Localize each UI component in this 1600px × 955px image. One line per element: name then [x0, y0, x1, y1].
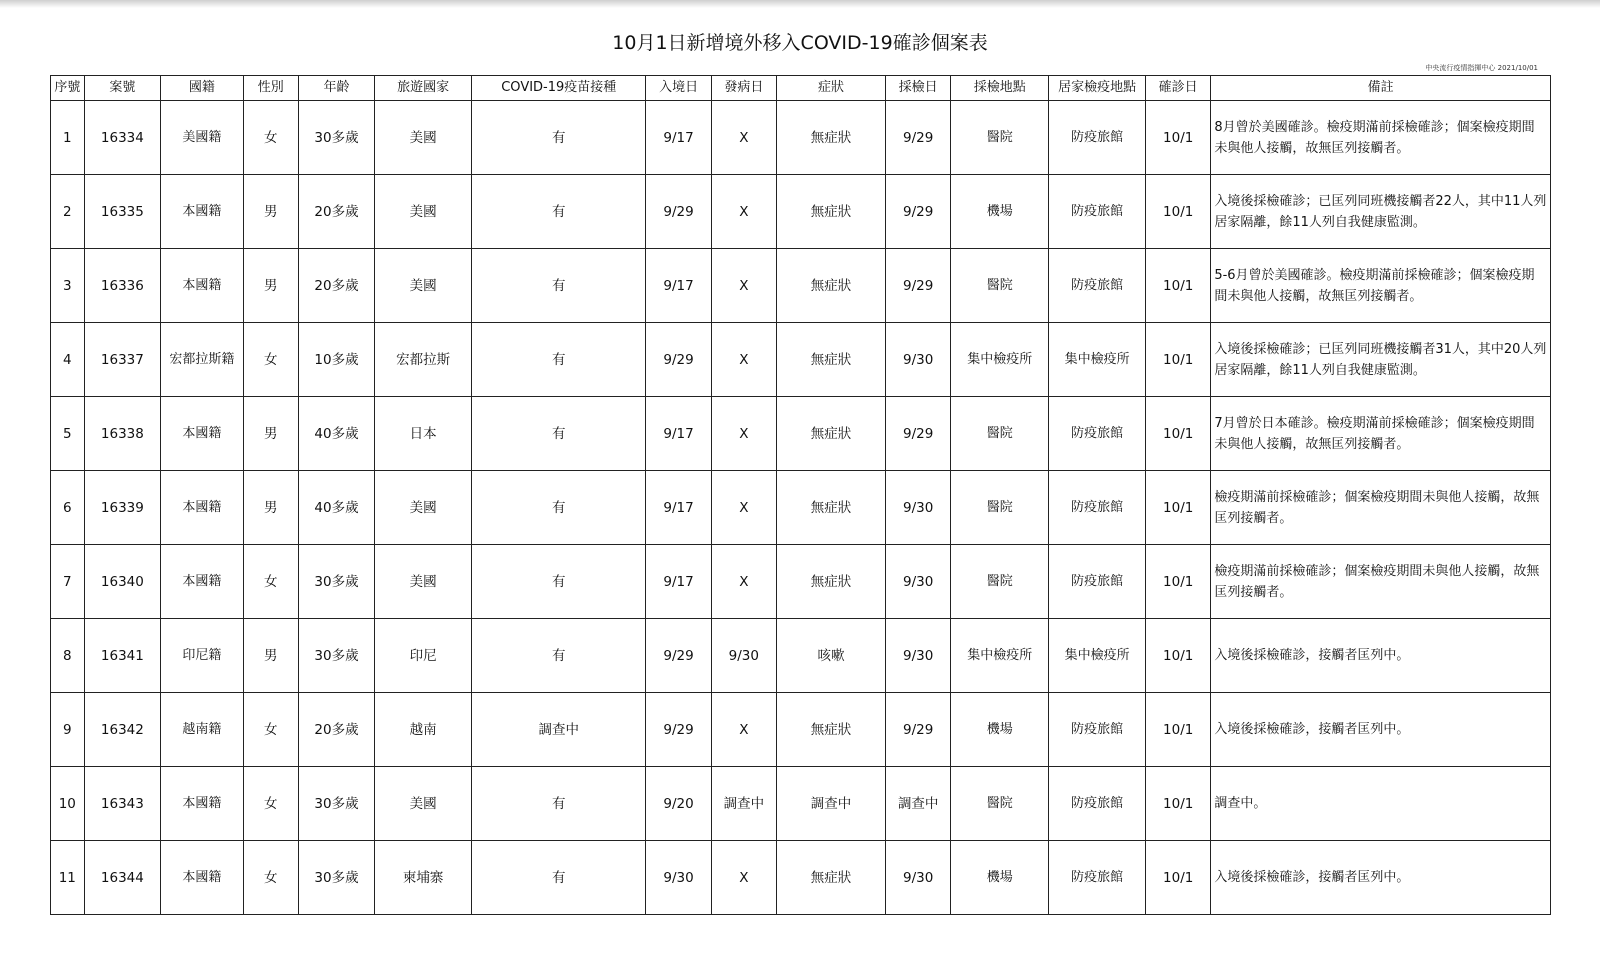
table-row — [51, 619, 1551, 693]
sex-cell: 女 — [243, 767, 298, 841]
quarantine-site-cell: 集中檢疫所 — [1049, 619, 1146, 693]
quarantine-site-cell: 防疫旅館 — [1049, 693, 1146, 767]
symptom-cell: 無症狀 — [776, 175, 885, 249]
entry-date-cell: 9/17 — [646, 471, 711, 545]
symptom-cell: 無症狀 — [776, 323, 885, 397]
age-cell: 40多歲 — [298, 471, 374, 545]
header-cell: 發病日 — [711, 76, 776, 101]
table-row — [51, 175, 1551, 249]
table-row — [51, 545, 1551, 619]
header-cell: 國籍 — [161, 76, 244, 101]
travel-country-cell: 美國 — [375, 249, 472, 323]
test-site-cell: 機場 — [951, 693, 1049, 767]
case-number-cell: 16343 — [84, 767, 160, 841]
nationality-cell: 本國籍 — [161, 471, 244, 545]
entry-date-cell: 9/17 — [646, 397, 711, 471]
sex-cell: 男 — [243, 175, 298, 249]
nationality-cell: 宏都拉斯籍 — [161, 323, 244, 397]
onset-date-cell: X — [711, 101, 776, 175]
test-date-cell: 9/30 — [886, 471, 951, 545]
header-cell: COVID-19疫苗接種 — [472, 76, 646, 101]
test-site-cell: 機場 — [951, 841, 1049, 915]
serial-cell: 10 — [51, 767, 85, 841]
onset-date-cell: X — [711, 249, 776, 323]
confirm-date-cell: 10/1 — [1146, 693, 1211, 767]
quarantine-site-cell: 防疫旅館 — [1049, 767, 1146, 841]
test-date-cell: 調查中 — [886, 767, 951, 841]
symptom-cell: 調查中 — [776, 767, 885, 841]
case-number-cell: 16341 — [84, 619, 160, 693]
onset-date-cell: X — [711, 175, 776, 249]
sex-cell: 女 — [243, 101, 298, 175]
sex-cell: 女 — [243, 323, 298, 397]
serial-cell: 9 — [51, 693, 85, 767]
nationality-cell: 本國籍 — [161, 545, 244, 619]
entry-date-cell: 9/29 — [646, 619, 711, 693]
entry-date-cell: 9/29 — [646, 693, 711, 767]
table-row — [51, 323, 1551, 397]
age-cell: 30多歲 — [298, 619, 374, 693]
onset-date-cell: 9/30 — [711, 619, 776, 693]
entry-date-cell: 9/20 — [646, 767, 711, 841]
quarantine-site-cell: 防疫旅館 — [1049, 841, 1146, 915]
case-number-cell: 16335 — [84, 175, 160, 249]
onset-date-cell: X — [711, 471, 776, 545]
vaccine-cell: 有 — [472, 249, 646, 323]
note-cell: 入境後採檢確診，接觸者匡列中。 — [1211, 619, 1551, 693]
quarantine-site-cell: 防疫旅館 — [1049, 249, 1146, 323]
test-site-cell: 醫院 — [951, 249, 1049, 323]
age-cell: 30多歲 — [298, 767, 374, 841]
symptom-cell: 無症狀 — [776, 397, 885, 471]
entry-date-cell: 9/29 — [646, 175, 711, 249]
entry-date-cell: 9/17 — [646, 545, 711, 619]
header-cell: 居家檢疫地點 — [1049, 76, 1146, 101]
case-number-cell: 16339 — [84, 471, 160, 545]
quarantine-site-cell: 防疫旅館 — [1049, 471, 1146, 545]
page-top-shadow — [0, 0, 1600, 8]
note-cell: 入境後採檢確診；已匡列同班機接觸者31人，其中20人列居家隔離，餘11人列自我健康監測。 — [1211, 323, 1551, 397]
serial-cell: 5 — [51, 397, 85, 471]
test-date-cell: 9/29 — [886, 249, 951, 323]
vaccine-cell: 有 — [472, 323, 646, 397]
vaccine-cell: 有 — [472, 175, 646, 249]
sex-cell: 男 — [243, 249, 298, 323]
confirm-date-cell: 10/1 — [1146, 471, 1211, 545]
page-title: 10月1日新增境外移入COVID-19確診個案表 — [612, 32, 988, 54]
header-cell: 症狀 — [776, 76, 885, 101]
case-number-cell: 16344 — [84, 841, 160, 915]
sex-cell: 女 — [243, 545, 298, 619]
table-row — [51, 841, 1551, 915]
serial-cell: 3 — [51, 249, 85, 323]
serial-cell: 1 — [51, 101, 85, 175]
vaccine-cell: 有 — [472, 101, 646, 175]
serial-cell: 4 — [51, 323, 85, 397]
travel-country-cell: 日本 — [375, 397, 472, 471]
header-cell: 確診日 — [1146, 76, 1211, 101]
confirm-date-cell: 10/1 — [1146, 619, 1211, 693]
sex-cell: 男 — [243, 471, 298, 545]
header-row — [51, 76, 1551, 101]
table-row — [51, 767, 1551, 841]
serial-cell: 2 — [51, 175, 85, 249]
nationality-cell: 本國籍 — [161, 767, 244, 841]
vaccine-cell: 有 — [472, 767, 646, 841]
case-number-cell: 16342 — [84, 693, 160, 767]
header-cell: 序號 — [51, 76, 85, 101]
header-cell: 備註 — [1211, 76, 1551, 101]
travel-country-cell: 柬埔寨 — [375, 841, 472, 915]
header-cell: 入境日 — [646, 76, 711, 101]
travel-country-cell: 美國 — [375, 767, 472, 841]
vaccine-cell: 有 — [472, 841, 646, 915]
test-date-cell: 9/29 — [886, 175, 951, 249]
nationality-cell: 越南籍 — [161, 693, 244, 767]
header-cell: 年齡 — [298, 76, 374, 101]
table-row — [51, 471, 1551, 545]
test-date-cell: 9/29 — [886, 693, 951, 767]
confirm-date-cell: 10/1 — [1146, 397, 1211, 471]
test-date-cell: 9/29 — [886, 397, 951, 471]
header-cell: 性別 — [243, 76, 298, 101]
serial-cell: 6 — [51, 471, 85, 545]
table-body — [51, 101, 1551, 915]
nationality-cell: 本國籍 — [161, 841, 244, 915]
test-date-cell: 9/30 — [886, 545, 951, 619]
nationality-cell: 本國籍 — [161, 175, 244, 249]
symptom-cell: 咳嗽 — [776, 619, 885, 693]
note-cell: 入境後採檢確診；已匡列同班機接觸者22人，其中11人列居家隔離，餘11人列自我健康監測。 — [1211, 175, 1551, 249]
test-site-cell: 集中檢疫所 — [951, 323, 1049, 397]
entry-date-cell: 9/17 — [646, 101, 711, 175]
case-number-cell: 16336 — [84, 249, 160, 323]
age-cell: 30多歲 — [298, 101, 374, 175]
serial-cell: 8 — [51, 619, 85, 693]
nationality-cell: 本國籍 — [161, 249, 244, 323]
note-cell: 入境後採檢確診，接觸者匡列中。 — [1211, 841, 1551, 915]
sex-cell: 女 — [243, 693, 298, 767]
sex-cell: 男 — [243, 619, 298, 693]
header-cell: 採檢日 — [886, 76, 951, 101]
note-cell: 檢疫期滿前採檢確診；個案檢疫期間未與他人接觸，故無匡列接觸者。 — [1211, 471, 1551, 545]
case-table — [50, 75, 1551, 915]
age-cell: 30多歲 — [298, 545, 374, 619]
case-number-cell: 16338 — [84, 397, 160, 471]
age-cell: 30多歲 — [298, 841, 374, 915]
table-row — [51, 693, 1551, 767]
header-cell: 採檢地點 — [951, 76, 1049, 101]
vaccine-cell: 有 — [472, 397, 646, 471]
source-note: 中央流行疫情指揮中心 2021/10/01 — [1425, 64, 1538, 72]
note-cell: 調查中。 — [1211, 767, 1551, 841]
table-row — [51, 101, 1551, 175]
note-cell: 入境後採檢確診，接觸者匡列中。 — [1211, 693, 1551, 767]
note-cell: 5-6月曾於美國確診。檢疫期滿前採檢確診；個案檢疫期間未與他人接觸，故無匡列接觸者。 — [1211, 249, 1551, 323]
travel-country-cell: 印尼 — [375, 619, 472, 693]
onset-date-cell: X — [711, 323, 776, 397]
test-site-cell: 集中檢疫所 — [951, 619, 1049, 693]
onset-date-cell: X — [711, 545, 776, 619]
age-cell: 20多歲 — [298, 249, 374, 323]
entry-date-cell: 9/29 — [646, 323, 711, 397]
case-number-cell: 16334 — [84, 101, 160, 175]
symptom-cell: 無症狀 — [776, 545, 885, 619]
symptom-cell: 無症狀 — [776, 249, 885, 323]
test-date-cell: 9/30 — [886, 323, 951, 397]
vaccine-cell: 有 — [472, 619, 646, 693]
note-cell: 8月曾於美國確診。檢疫期滿前採檢確診；個案檢疫期間未與他人接觸，故無匡列接觸者。 — [1211, 101, 1551, 175]
confirm-date-cell: 10/1 — [1146, 767, 1211, 841]
onset-date-cell: X — [711, 397, 776, 471]
nationality-cell: 印尼籍 — [161, 619, 244, 693]
case-number-cell: 16337 — [84, 323, 160, 397]
travel-country-cell: 宏都拉斯 — [375, 323, 472, 397]
note-cell: 檢疫期滿前採檢確診；個案檢疫期間未與他人接觸，故無匡列接觸者。 — [1211, 545, 1551, 619]
sex-cell: 女 — [243, 841, 298, 915]
table-row — [51, 397, 1551, 471]
quarantine-site-cell: 防疫旅館 — [1049, 101, 1146, 175]
test-site-cell: 醫院 — [951, 397, 1049, 471]
nationality-cell: 本國籍 — [161, 397, 244, 471]
age-cell: 10多歲 — [298, 323, 374, 397]
symptom-cell: 無症狀 — [776, 693, 885, 767]
confirm-date-cell: 10/1 — [1146, 545, 1211, 619]
confirm-date-cell: 10/1 — [1146, 175, 1211, 249]
test-site-cell: 醫院 — [951, 471, 1049, 545]
serial-cell: 11 — [51, 841, 85, 915]
onset-date-cell: X — [711, 693, 776, 767]
table-header — [51, 76, 1551, 101]
header-cell: 旅遊國家 — [375, 76, 472, 101]
quarantine-site-cell: 防疫旅館 — [1049, 545, 1146, 619]
travel-country-cell: 越南 — [375, 693, 472, 767]
quarantine-site-cell: 防疫旅館 — [1049, 397, 1146, 471]
test-date-cell: 9/30 — [886, 619, 951, 693]
symptom-cell: 無症狀 — [776, 101, 885, 175]
age-cell: 20多歲 — [298, 175, 374, 249]
table-row — [51, 249, 1551, 323]
quarantine-site-cell: 防疫旅館 — [1049, 175, 1146, 249]
travel-country-cell: 美國 — [375, 471, 472, 545]
nationality-cell: 美國籍 — [161, 101, 244, 175]
vaccine-cell: 調查中 — [472, 693, 646, 767]
sex-cell: 男 — [243, 397, 298, 471]
confirm-date-cell: 10/1 — [1146, 841, 1211, 915]
test-site-cell: 醫院 — [951, 767, 1049, 841]
onset-date-cell: X — [711, 841, 776, 915]
confirm-date-cell: 10/1 — [1146, 249, 1211, 323]
age-cell: 20多歲 — [298, 693, 374, 767]
entry-date-cell: 9/30 — [646, 841, 711, 915]
travel-country-cell: 美國 — [375, 545, 472, 619]
test-site-cell: 醫院 — [951, 101, 1049, 175]
note-cell: 7月曾於日本確診。檢疫期滿前採檢確診；個案檢疫期間未與他人接觸，故無匡列接觸者。 — [1211, 397, 1551, 471]
test-date-cell: 9/30 — [886, 841, 951, 915]
onset-date-cell: 調查中 — [711, 767, 776, 841]
vaccine-cell: 有 — [472, 545, 646, 619]
symptom-cell: 無症狀 — [776, 841, 885, 915]
case-number-cell: 16340 — [84, 545, 160, 619]
travel-country-cell: 美國 — [375, 101, 472, 175]
serial-cell: 7 — [51, 545, 85, 619]
test-site-cell: 醫院 — [951, 545, 1049, 619]
age-cell: 40多歲 — [298, 397, 374, 471]
confirm-date-cell: 10/1 — [1146, 323, 1211, 397]
quarantine-site-cell: 集中檢疫所 — [1049, 323, 1146, 397]
entry-date-cell: 9/17 — [646, 249, 711, 323]
test-site-cell: 機場 — [951, 175, 1049, 249]
header-cell: 案號 — [84, 76, 160, 101]
confirm-date-cell: 10/1 — [1146, 101, 1211, 175]
travel-country-cell: 美國 — [375, 175, 472, 249]
test-date-cell: 9/29 — [886, 101, 951, 175]
vaccine-cell: 有 — [472, 471, 646, 545]
symptom-cell: 無症狀 — [776, 471, 885, 545]
